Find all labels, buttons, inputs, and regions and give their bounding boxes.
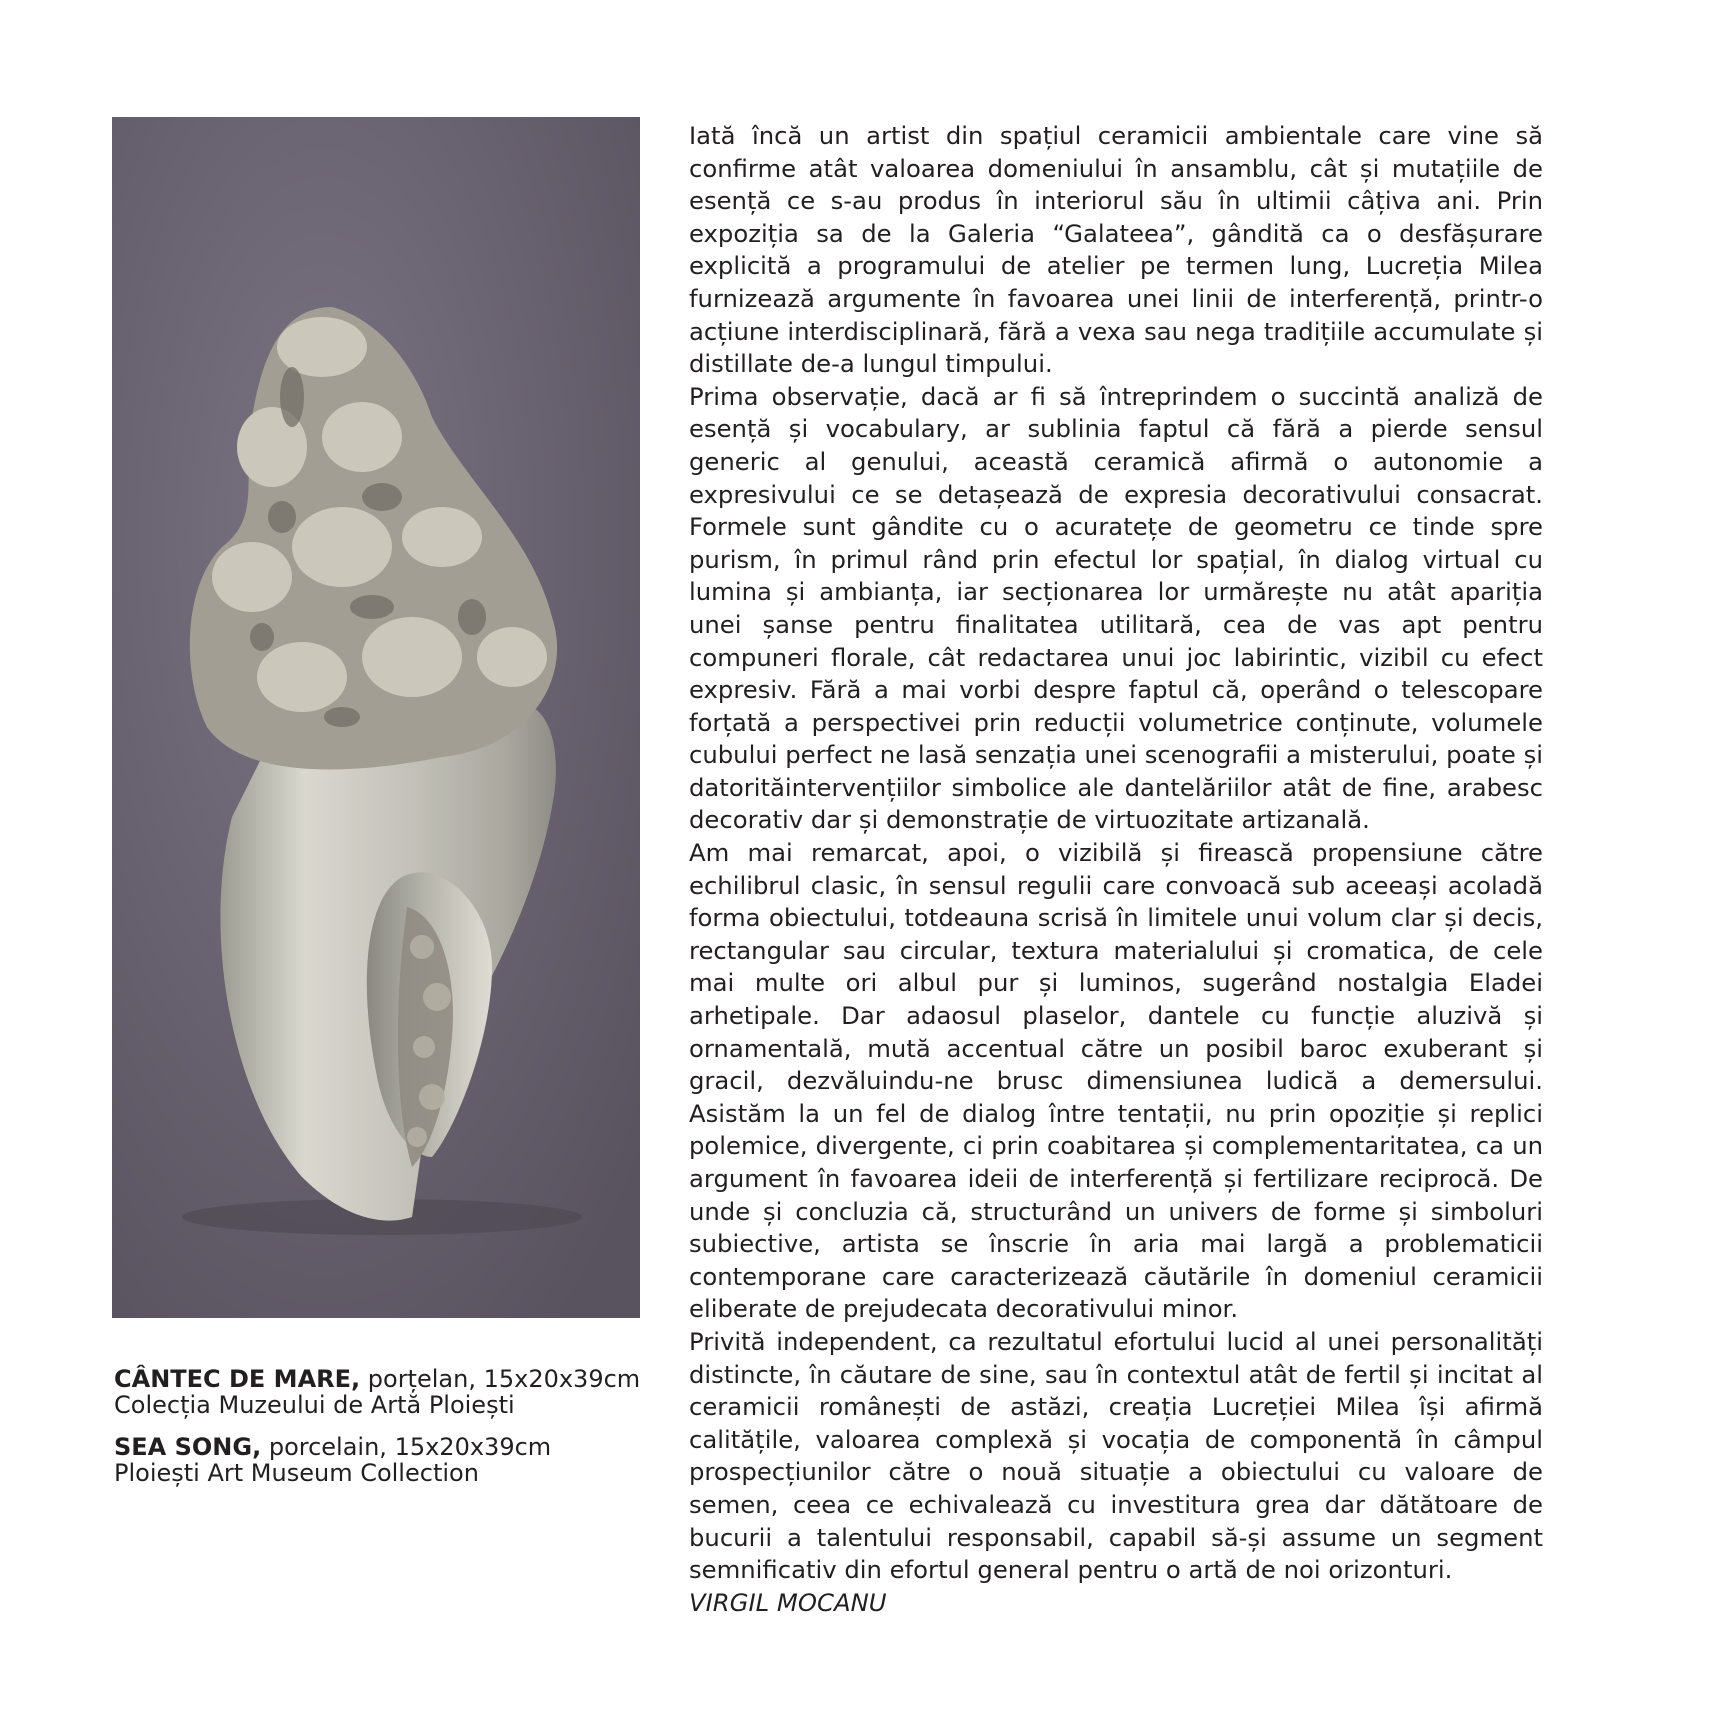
caption-romanian (114, 1366, 654, 1418)
artwork-collection: Colecția Muzeului de Artă Ploiești (114, 1391, 515, 1419)
caption-line (114, 1434, 654, 1460)
article-author: VIRGIL MOCANU (689, 1587, 887, 1617)
artwork-title: SEA SONG, (114, 1433, 262, 1461)
ceramic-sculpture-image (112, 117, 640, 1318)
caption-english (114, 1434, 654, 1486)
article-text (689, 120, 1543, 1619)
article-paragraph: Am mai remarcat, apoi, o vizibilă și firească propensiune către echilibrul clasic, în sensul regulii care convoacă sub aceeași acoladă forma obiectului, totdeauna scrisă în limitele unui volum clar și decis, rectangular sau circular, textura materialului și cromatica, de cele mai multe ori albul pur și luminos, sugerând nostalgia Eladei arhetipale. Dar adaosul plaselor, dantele cu funcție aluzivă și ornamentală, mută accentual către un posibil baroc exuberant și gracil, dezvăluindu-ne brusc dimensiunea ludică a demersului. Asistăm la un fel de dialog între tentații, nu prin opoziție și replici polemice, divergente, ci prin coabitarea și complementaritatea, ca un argument în favoarea ideii de interferență și fertilizare reciprocă. De unde și concluzia că, structurând un univers de forme și simboluri subiective, artista se înscrie în aria mai largă a problematicii contemporane care caracterizează căutările în domeniul ceramicii eliberate de prejudecata decorativului minor. (689, 838, 1543, 1324)
article-paragraph: Privită independent, ca rezultatul efortului lucid al unei personalități distincte, în căutare de sine, sau în contextul atât de fertil și incitat al ceramicii românești de astăzi, creația Lucreției Milea își afirmă calitățile, valoarea complexă și vocația de componentă în câmpul prospecțiunilor către o nouă situație a obiectului cu valoare de semen, ceea ce echivalează cu investitura grea dar dătătoare de bucurii a talentului responsabil, capabil să-și assume un segment semnificativ din efortul general pentru o artă de noi orizonturi. (689, 1326, 1543, 1585)
caption-line (114, 1366, 654, 1392)
artwork-details: porțelan, 15x20x39cm (360, 1365, 641, 1393)
article-paragraph: Iată încă un artist din spațiul ceramicii ambientale care vine să confirme atât valoarea domeniului în ansamblu, cât și mutațiile de esență ce s-au produs în interiorul său în ultimii câțiva ani. Prin expoziția sa de la Galeria “Galateea”, gândită ca o desfășurare explicită a programului de atelier pe termen lung, Lucreția Milea furnizează argumente în favoarea unei linii de interferență, printr-o acțiune interdisciplinară, fără a vexa sau nega tradițiile accumulate și distillate de-a lungul timpului. (689, 121, 1543, 379)
article-paragraph: Prima observație, dacă ar fi să întreprindem o succintă analiză de esență și vocabulary, ar sublinia faptul că fără a pierde sensul generic al genului, această ceramică afirmă o autonomie a expresivului ce se detașează de expresia decorativului consacrat. Formele sunt gândite cu o acuratețe de geometru ce tinde spre purism, în primul rând prin efectul lor spațial, în dialog virtual cu lumina și ambianța, iar secționarea lor urmărește nu atât apariția unei șanse pentru finalitatea utilitară, cea de vas apt pentru compuneri florale, cât redactarea unui joc labirintic, vizibil cu efect expresiv. Fără a mai vorbi despre faptul că, operând o telescopare forțată a perspectivei prin reducții volumetrice conținute, volumele cubului perfect ne lasă senzația unei scenografii a misterului, poate și datorităintervențiilor simbolice ale dantelăriilor atât de fine, arabesc decorativ dar și demonstrație de virtuozitate artizanală. (689, 381, 1543, 835)
sculpture-photo (112, 117, 640, 1318)
artwork-details: porcelain, 15x20x39cm (261, 1433, 552, 1461)
artwork-collection: Ploiești Art Museum Collection (114, 1459, 479, 1487)
artwork-title: CÂNTEC DE MARE, (114, 1365, 361, 1393)
